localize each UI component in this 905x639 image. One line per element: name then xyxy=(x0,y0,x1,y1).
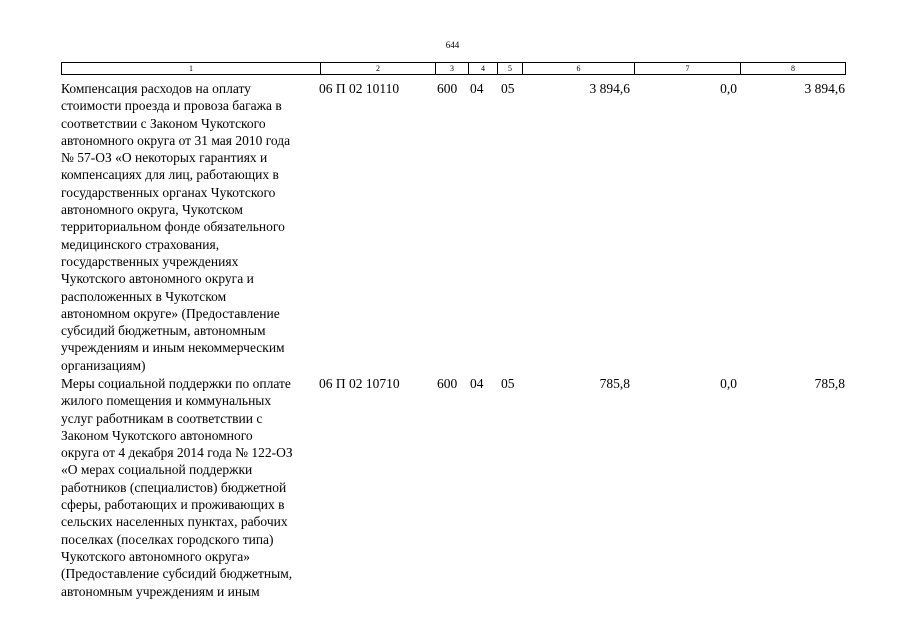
row-name: Компенсация расходов на оплату стоимости проезда и провоза багажа в соответствии с Законом Чукотского автономного округа от 31 мая 2010 года № 57-ОЗ «О некоторых гарантиях и компенсациях для лиц, работающих в государственных органах Чукотского автономного округа, Чукотском территориальном фонде обязательного медицинского страхования, государственных учреждениях Чукотского автономного округа и расположенных в Чукотском автономном округе» (Предоставление субсидий бюджетным, автономным учреждениям и иным некоммерческим организациям) xyxy=(61,81,291,373)
column-header-table xyxy=(61,62,846,75)
page-number: 644 xyxy=(445,40,460,50)
row-value-col8: 3 894,6 xyxy=(804,81,845,96)
row-subsection: 05 xyxy=(501,81,515,96)
row-value-col6: 3 894,6 xyxy=(589,81,630,96)
row-expense-type: 600 xyxy=(437,376,458,391)
column-header-6: 6 xyxy=(523,63,635,75)
column-header-3: 3 xyxy=(436,63,469,75)
column-header-8: 8 xyxy=(741,63,846,75)
row-value-col7: 0,0 xyxy=(720,81,737,96)
row-expense-type: 600 xyxy=(437,81,458,96)
column-header-5: 5 xyxy=(498,63,523,75)
column-header-1: 1 xyxy=(62,63,321,75)
column-header-row xyxy=(62,63,846,75)
row-section: 04 xyxy=(470,376,484,391)
row-target-code: 06 П 02 10110 xyxy=(319,81,400,96)
column-header-2: 2 xyxy=(321,63,436,75)
row-name: Меры социальной поддержки по оплате жилого помещения и коммунальных услуг работникам в соответствии с Законом Чукотского автономного округа от 4 декабря 2014 года № 122-ОЗ «О мерах социальной поддержки работников (специалистов) бюджетной сферы, работающих и проживающих в сельских населенных пунктах, рабочих поселках (поселках городского типа) Чукотского автономного округа» (Предоставление субсидий бюджетным, автономным учреждениям и иным xyxy=(61,376,293,599)
row-target-code: 06 П 02 10710 xyxy=(319,376,400,391)
row-section: 04 xyxy=(470,81,484,96)
column-header-4: 4 xyxy=(469,63,498,75)
row-value-col7: 0,0 xyxy=(720,376,737,391)
row-value-col8: 785,8 xyxy=(814,376,845,391)
row-value-col6: 785,8 xyxy=(599,376,630,391)
column-header-7: 7 xyxy=(635,63,741,75)
row-subsection: 05 xyxy=(501,376,515,391)
